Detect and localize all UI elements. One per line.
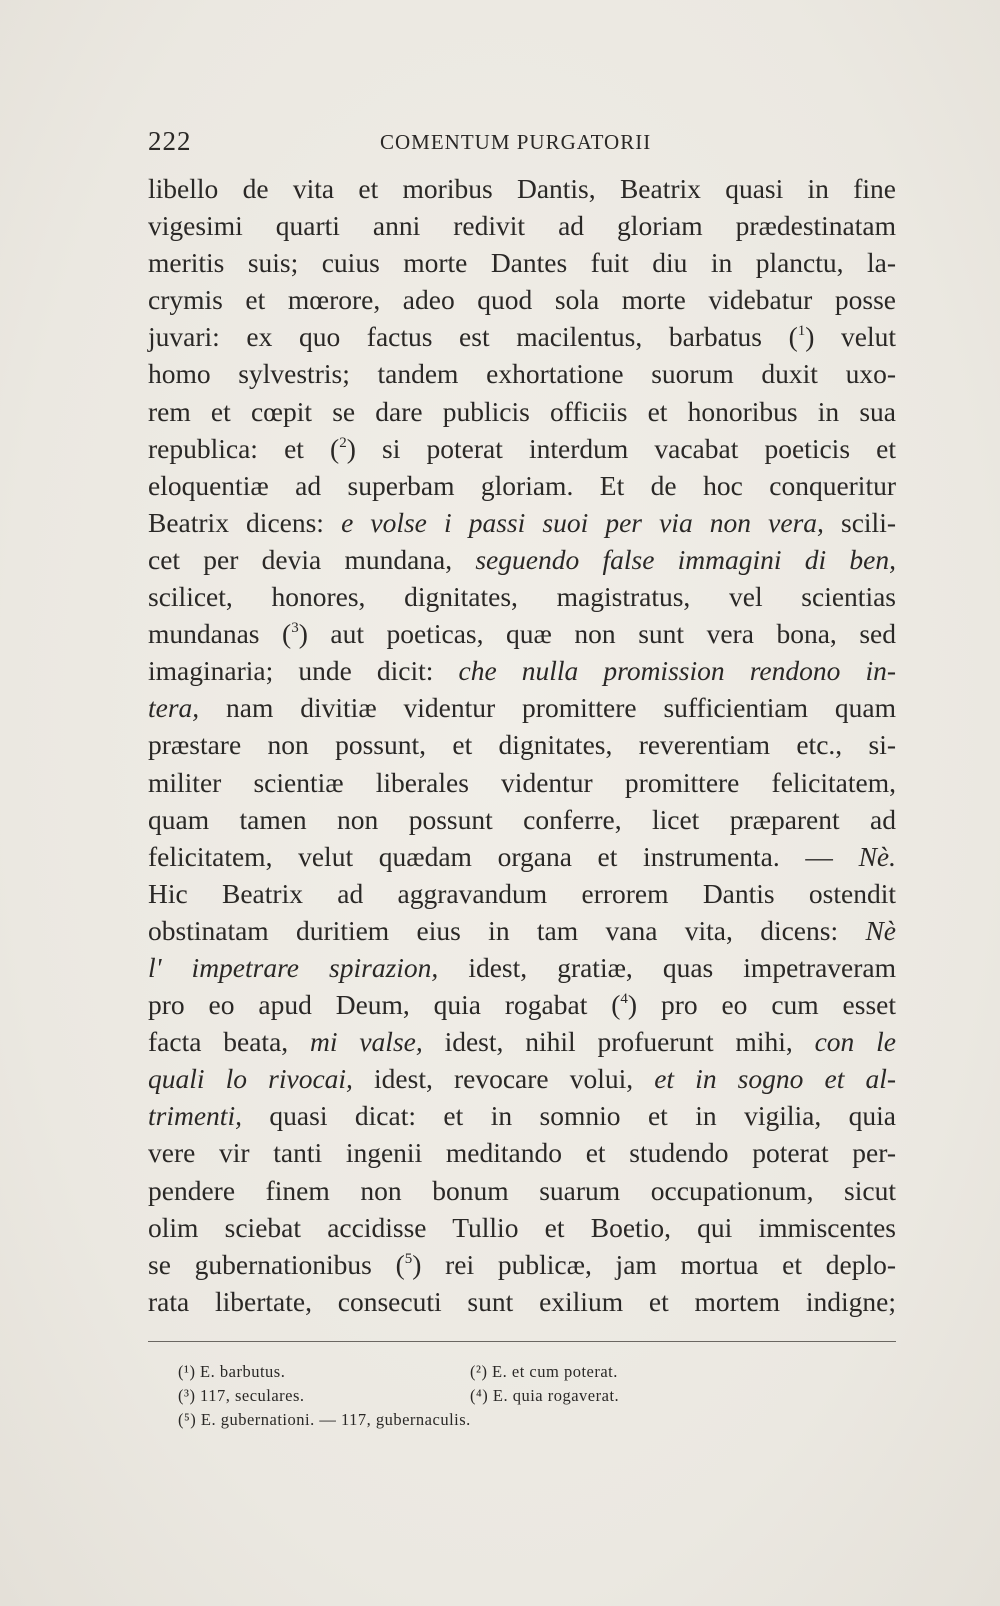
text-line xyxy=(148,875,896,912)
italic-quote: trimenti, xyxy=(148,1100,242,1132)
text-segment: idest, nihil profuerunt mihi, xyxy=(422,1026,815,1058)
text-line xyxy=(148,355,896,392)
footnote-2: (²) E. et cum poterat. xyxy=(470,1362,618,1381)
text-line xyxy=(148,1134,896,1171)
text-line xyxy=(148,689,896,726)
italic-quote: Nè xyxy=(865,914,896,946)
text-segment: obstinatam duritiem eius in tam vana vita, dicens: xyxy=(148,914,866,946)
page-header xyxy=(148,126,898,162)
text-line xyxy=(148,726,896,763)
italic-quote: con le xyxy=(814,1026,896,1058)
footnote-marker: 5 xyxy=(404,1250,413,1267)
text-segment: crymis et mœrore, adeo quod sola morte videbatur posse xyxy=(148,284,896,316)
running-title: COMENTUM PURGATORII xyxy=(380,130,652,154)
text-segment: juvari: ex quo factus est macilentus, barbatus ( xyxy=(148,321,798,353)
text-segment: militer scientiæ liberales videntur promittere felicitatem, xyxy=(148,766,896,798)
italic-quote: Nè. xyxy=(858,840,896,872)
text-segment: Beatrix dicens: xyxy=(148,506,342,538)
text-segment: olim sciebat accidisse Tullio et Boetio, qui immiscentes xyxy=(148,1211,896,1243)
text-line xyxy=(148,244,896,281)
text-line xyxy=(148,986,896,1023)
text-line xyxy=(148,430,896,467)
text-segment: libello de vita et moribus Dantis, Beatrix quasi in fine xyxy=(148,173,896,204)
text-line xyxy=(148,281,896,318)
text-segment: ) rei publicæ, jam mortua et deplo- xyxy=(412,1248,896,1280)
italic-quote: mi valse, xyxy=(310,1026,423,1058)
text-line xyxy=(148,541,896,578)
text-segment: pro eo apud Deum, quia rogabat ( xyxy=(148,989,621,1021)
text-segment: quasi dicat: et in somnio et in vigilia, quia xyxy=(241,1100,896,1132)
text-segment: quam tamen non possunt conferre, licet præparent ad xyxy=(148,803,896,835)
text-line xyxy=(148,949,896,986)
text-segment: idest, gratiæ, quas impetraveram xyxy=(438,951,896,983)
italic-quote: quali lo rivocai, xyxy=(148,1063,353,1095)
footnote-marker: 4 xyxy=(620,991,628,1008)
text-segment: Hic Beatrix ad aggravandum errorem Dantis ostendit xyxy=(148,877,896,909)
footnote-4: (⁴) E. quia rogaverat. xyxy=(470,1386,620,1405)
footnotes xyxy=(178,1362,738,1434)
footnote-row xyxy=(178,1362,738,1386)
text-segment: ) pro eo cum esset xyxy=(627,989,896,1021)
footnote-row xyxy=(178,1386,738,1410)
text-line xyxy=(148,912,896,949)
text-segment: pendere finem non bonum suarum occupationum, sicut xyxy=(148,1174,896,1206)
italic-quote: l' impetrare spirazion, xyxy=(148,951,439,983)
text-segment: homo sylvestris; tandem exhortatione suorum duxit uxo- xyxy=(148,358,896,390)
footnote-5: (⁵) E. gubernationi. — 117, gubernaculis. xyxy=(178,1410,471,1429)
text-segment: mundanas ( xyxy=(148,618,292,650)
text-line xyxy=(148,801,896,838)
text-segment: vigesimi quarti anni redivit ad gloriam prædestinatam xyxy=(148,210,896,242)
text-segment: scili- xyxy=(823,506,896,538)
text-line xyxy=(148,318,896,355)
footnote-divider xyxy=(148,1341,896,1342)
text-segment: ) velut xyxy=(805,321,896,353)
footnote-3: (³) 117, seculares. xyxy=(178,1386,305,1405)
footnote-marker: 2 xyxy=(339,434,347,451)
text-segment: republica: et ( xyxy=(148,432,340,464)
text-line xyxy=(148,170,896,207)
text-segment: se gubernationibus ( xyxy=(148,1248,405,1280)
text-line xyxy=(148,764,896,801)
footnote-marker: 1 xyxy=(797,323,806,340)
italic-quote: e volse i passi suoi per via non vera, xyxy=(341,506,824,538)
text-segment: ) aut poeticas, quæ non sunt vera bona, sed xyxy=(298,618,896,650)
text-segment: ) si poterat interdum vacabat poeticis et xyxy=(346,432,896,464)
text-line xyxy=(148,207,896,244)
text-segment: facta beata, xyxy=(148,1026,310,1058)
text-segment: cet per devia mundana, xyxy=(148,543,476,575)
text-segment: imaginaria; unde dicit: xyxy=(148,655,459,687)
text-segment: præstare non possunt, et dignitates, reverentiam etc., si- xyxy=(148,729,896,761)
text-line xyxy=(148,1060,896,1097)
italic-quote: seguendo false immagini di ben, xyxy=(475,543,896,575)
italic-quote: tera, xyxy=(148,692,200,724)
text-line xyxy=(148,838,896,875)
text-segment: rata libertate, consecuti sunt exilium et mortem indigne; xyxy=(148,1285,896,1317)
text-line xyxy=(148,578,896,615)
text-line xyxy=(148,652,896,689)
text-segment: nam divitiæ videntur promittere sufficientiam quam xyxy=(199,692,896,724)
italic-quote: et in sogno et al- xyxy=(654,1063,896,1095)
footnote-marker: 3 xyxy=(291,620,299,637)
text-line xyxy=(148,1246,896,1283)
text-line xyxy=(148,504,896,541)
page-number: 222 xyxy=(148,126,192,156)
body-text xyxy=(148,170,896,1320)
text-line xyxy=(148,1209,896,1246)
text-segment: felicitatem, velut quædam organa et instrumenta. — xyxy=(148,840,859,872)
text-line xyxy=(148,1097,896,1134)
text-line xyxy=(148,1283,896,1320)
text-line xyxy=(148,615,896,652)
text-segment: meritis suis; cuius morte Dantes fuit diu in planctu, la- xyxy=(148,247,896,279)
text-segment: eloquentiæ ad superbam gloriam. Et de hoc conqueritur xyxy=(148,469,896,501)
italic-quote: che nulla promission rendono in- xyxy=(458,655,896,687)
footnote-1: (¹) E. barbutus. xyxy=(178,1362,286,1381)
text-line xyxy=(148,1172,896,1209)
text-segment: vere vir tanti ingenii meditando et studendo poterat per- xyxy=(148,1137,896,1169)
text-segment: scilicet, honores, dignitates, magistratus, vel scientias xyxy=(148,581,896,613)
text-segment: idest, revocare volui, xyxy=(352,1063,655,1095)
text-line xyxy=(148,1023,896,1060)
text-segment: rem et cœpit se dare publicis officiis et honoribus in sua xyxy=(148,395,896,427)
footnote-row xyxy=(178,1410,738,1434)
text-line xyxy=(148,467,896,504)
text-line xyxy=(148,393,896,430)
